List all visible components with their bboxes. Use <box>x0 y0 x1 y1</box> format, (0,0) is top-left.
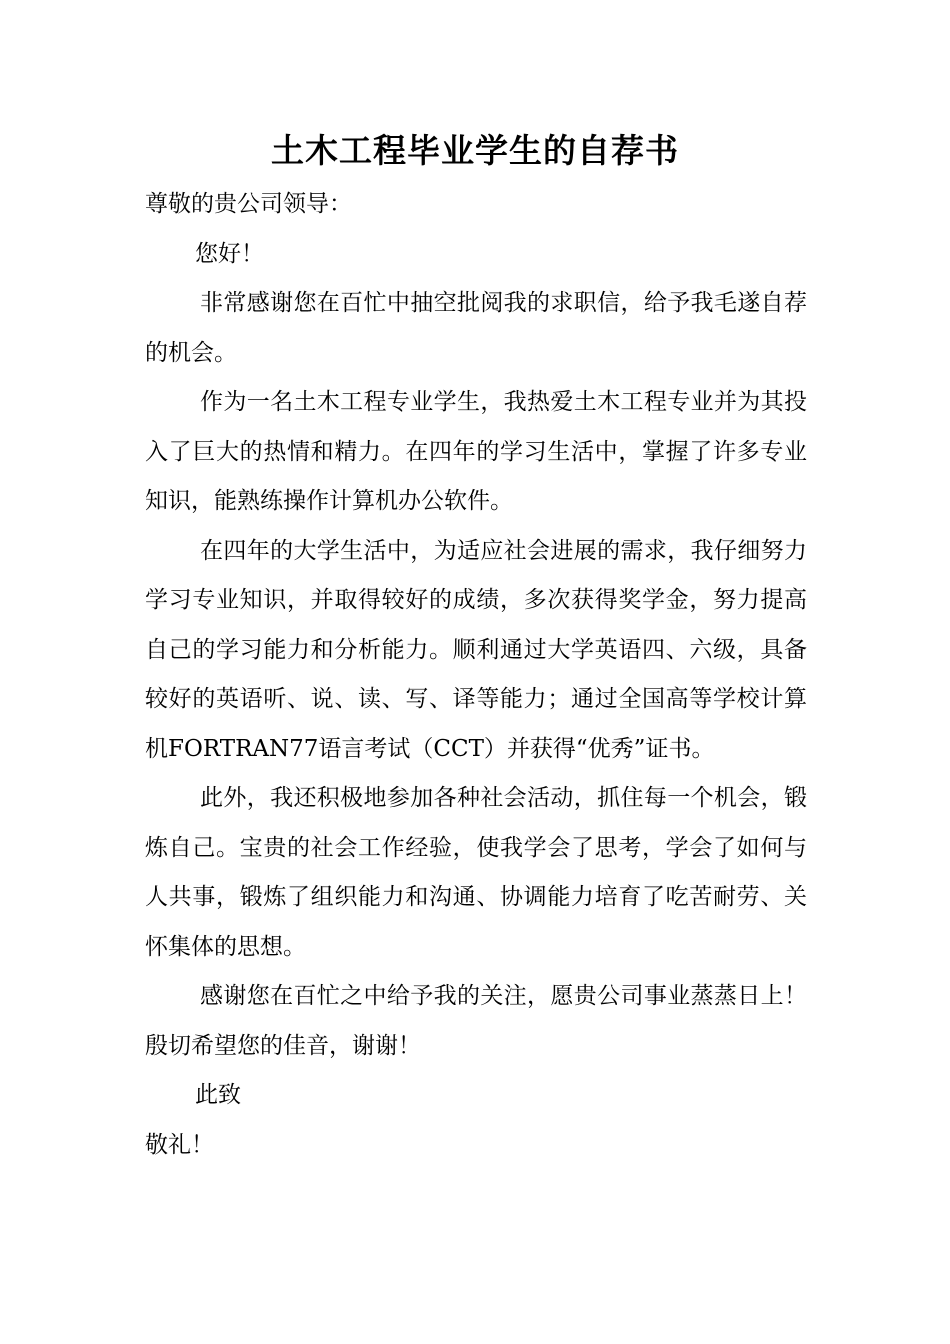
letter-body <box>145 180 807 1170</box>
greeting: 您好！ <box>195 240 264 267</box>
document-title: 土木工程毕业学生的自荐书 <box>271 131 679 170</box>
paragraph-1: 非常感谢您在百忙中抽空批阅我的求职信，给予我毛遂自荐的机会。 <box>145 290 807 366</box>
salutation: 尊敬的贵公司领导： <box>145 191 352 217</box>
closing: 此致 <box>195 1082 241 1108</box>
paragraph-4: 此外，我还积极地参加各种社会活动，抓住每一个机会，锻炼自己。宝贵的社会工作经验，使我学会了思考，学会了如何与人共事，锻炼了组织能力和沟通、协调能力培育了吃苦耐劳、关怀集体的思想。 <box>145 785 807 960</box>
paragraph-5: 感谢您在百忙之中给予我的关注，愿贵公司事业蒸蒸日上！殷切希望您的佳音，谢谢！ <box>145 983 807 1059</box>
paragraph-2: 作为一名土木工程专业学生，我热爱土木工程专业并为其投入了巨大的热情和精力。在四年的学习生活中，掌握了许多专业知识，能熟练操作计算机办公软件。 <box>145 389 807 514</box>
regards: 敬礼！ <box>145 1131 214 1158</box>
paragraph-3: 在四年的大学生活中，为适应社会进展的需求，我仔细努力学习专业知识，并取得较好的成绩，多次获得奖学金，努力提高自己的学习能力和分析能力。顺利通过大学英语四、六级，具备较好的英语听、说、读、写、译等能力；通过全国高等学校计算机FORTRAN77语言考试（CCT）并获得“优秀”证书。 <box>145 537 807 762</box>
